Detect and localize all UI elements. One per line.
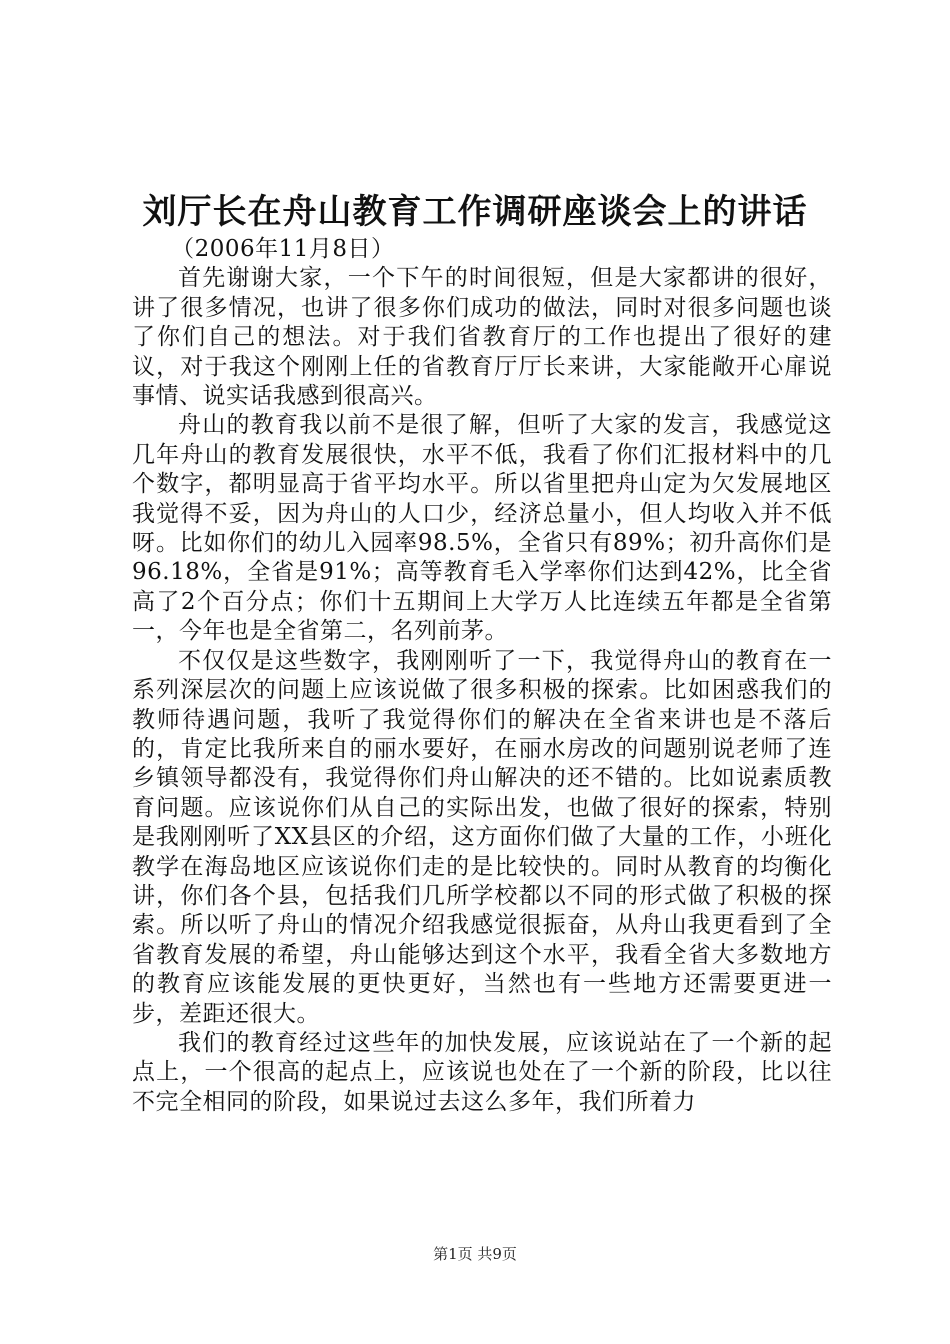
document-body bbox=[132, 235, 832, 1117]
paragraph-3: 不仅仅是这些数字，我刚刚听了一下，我觉得舟山的教育在一系列深层次的问题上应该说做了很多积极的探索。比如困惑我们的教师待遇问题，我听了我觉得你们的解决在全省来讲也是不落后的，肯定比我所来自的丽水要好，在丽水房改的问题别说老师了连乡镇领导都没有，我觉得你们舟山解决的还不错的。比如说素质教育问题。应该说你们从自己的实际出发，也做了很好的探索，特别是我刚刚听了XX县区的介绍，这方面你们做了大量的工作，小班化教学在海岛地区应该说你们走的是比较快的。同时从教育的均衡化讲，你们各个县，包括我们几所学校都以不同的形式做了积极的探索。所以听了舟山的情况介绍我感觉很振奋，从舟山我更看到了全省教育发展的希望，舟山能够达到这个水平，我看全省大多数地方的教育应该能发展的更快更好，当然也有一些地方还需要更进一步，差距还很大。 bbox=[132, 647, 832, 1027]
speech-date: （2006年11月8日） bbox=[171, 236, 395, 262]
paragraph-4: 我们的教育经过这些年的加快发展，应该说站在了一个新的起点上，一个很高的起点上，应该说也处在了一个新的阶段，比以往不完全相同的阶段，如果说过去这么多年，我们所着力 bbox=[132, 1029, 832, 1115]
paragraph-1: 首先谢谢大家，一个下午的时间很短，但是大家都讲的很好，讲了很多情况，也讲了很多你们成功的做法，同时对很多问题也谈了你们自己的想法。对于我们省教育厅的工作也提出了很好的建议，对于我这个刚刚上任的省教育厅厅长来讲，大家能敞开心扉说事情、说实话我感到很高兴。 bbox=[132, 265, 832, 410]
page-number-footer: 第1页 共9页 bbox=[433, 1245, 517, 1263]
document-title: 刘厅长在舟山教育工作调研座谈会上的讲话 bbox=[142, 192, 808, 232]
paragraph-2: 舟山的教育我以前不是很了解，但听了大家的发言，我感觉这几年舟山的教育发展很快，水平不低，我看了你们汇报材料中的几个数字，都明显高于省平均水平。所以省里把舟山定为欠发展地区我觉得不妥，因为舟山的人口少，经济总量小，但人均收入并不低呀。比如你们的幼儿入园率98.5%，全省只有89%；初升高你们是96.18%，全省是91%；高等教育毛入学率你们达到42%，比全省高了2个百分点；你们十五期间上大学万人比连续五年都是全省第一，今年也是全省第二，名列前茅。 bbox=[132, 412, 832, 645]
